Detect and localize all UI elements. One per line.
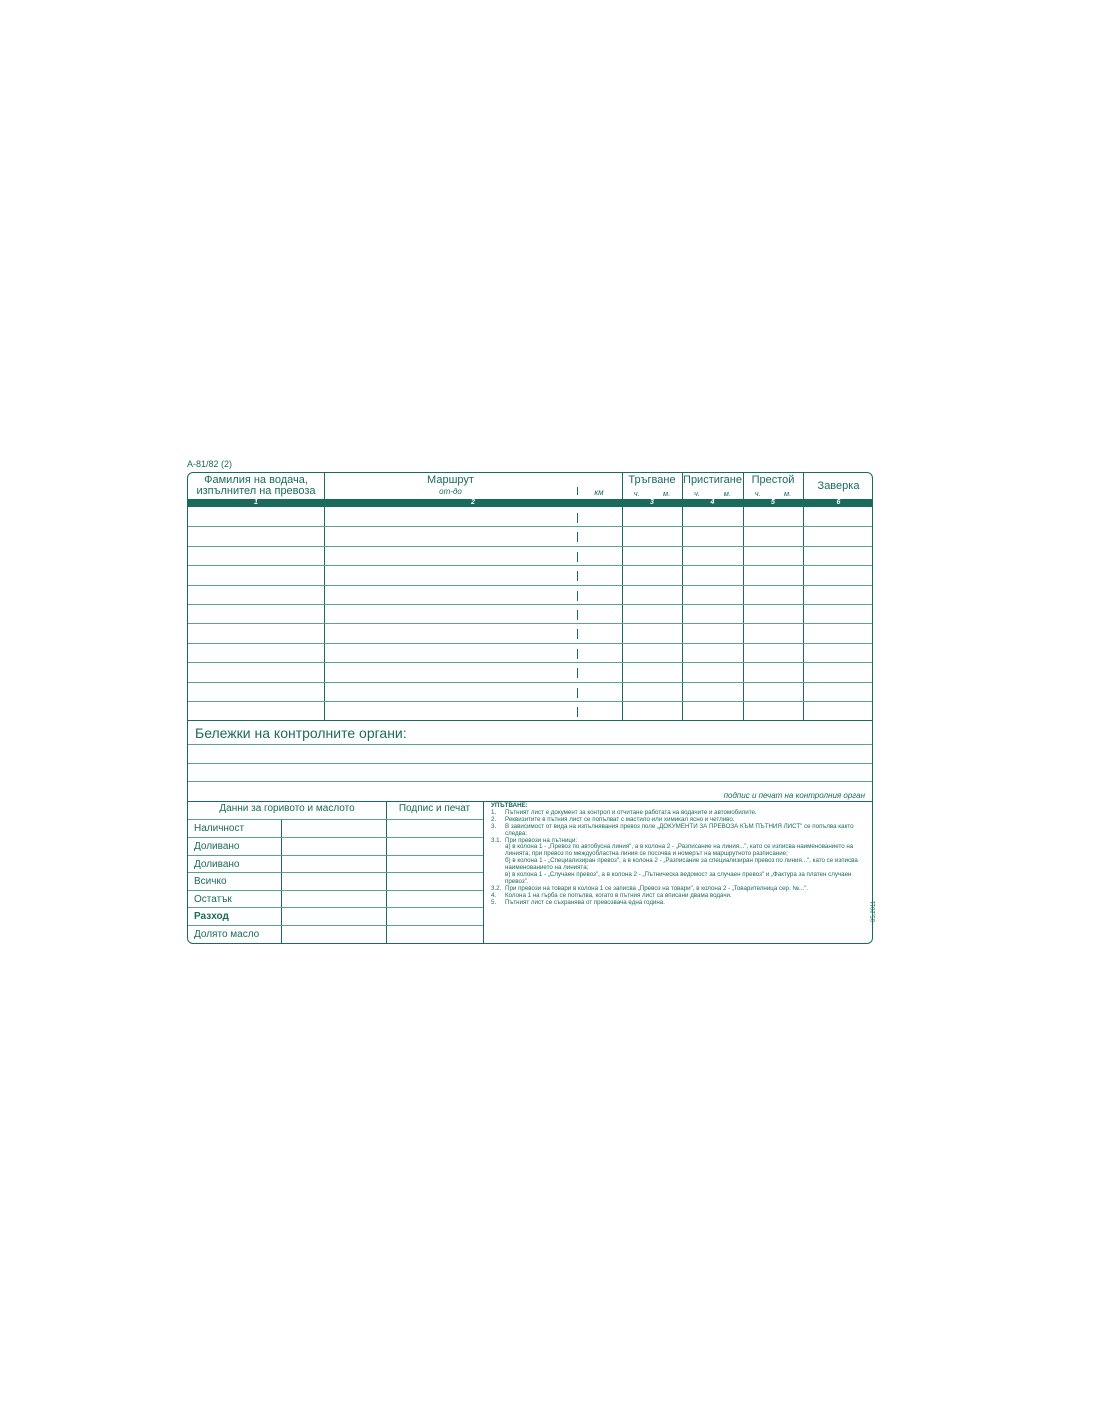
grid-divider (622, 473, 623, 720)
departure-minutes: м. (663, 489, 671, 498)
fuel-divider (483, 801, 484, 944)
fuel-title: Данни за горивото и маслото (219, 803, 355, 814)
km-tick (577, 591, 578, 601)
column-number-1: 1 (254, 499, 258, 506)
fuel-row-line (188, 837, 483, 838)
fuel-row-label: Всичко (194, 876, 227, 887)
notes-line (188, 744, 872, 745)
header-arrival-title: Пристигане (683, 474, 742, 486)
section-border (188, 801, 872, 802)
column-number-5: 5 (771, 499, 775, 506)
km-tick (577, 552, 578, 562)
table-row-line (188, 643, 872, 644)
instr-num: 3.1. (491, 836, 502, 844)
control-signature-caption: подпис и печат на контролния орган (723, 791, 865, 800)
header-route-title: Маршрут (427, 474, 474, 486)
fuel-row-line (188, 907, 483, 908)
edition-code: 05.2011 (871, 900, 877, 922)
instr-num: 2. (491, 815, 497, 823)
instructions (491, 803, 867, 907)
fuel-row-line (188, 890, 483, 891)
table-row-line (188, 604, 872, 605)
section-border (188, 720, 872, 721)
fuel-row-label: Остатък (194, 894, 232, 905)
notes-line (188, 763, 872, 764)
instr-text: Пътният лист се съхранява от превозвача една година. (505, 898, 665, 906)
header-arrival (682, 473, 743, 499)
header-driver (188, 473, 324, 499)
table-row-line (188, 662, 872, 663)
header-departure (622, 473, 682, 499)
instr-num: 4. (491, 891, 497, 899)
instr-num: 5. (491, 898, 497, 906)
instr-num: 1. (491, 808, 497, 816)
fuel-signature-title: Подпис и печат (398, 803, 471, 814)
notes-title: Бележки на контролните органи: (195, 725, 407, 741)
stay-minutes: м. (784, 489, 792, 498)
km-tick (577, 629, 578, 639)
fuel-row-label: Разход (194, 911, 229, 922)
grid-divider (803, 473, 804, 720)
instr-text: Колона 1 на гърба се попълва, когато в пътния лист са вписани двама водачи. (505, 891, 732, 899)
instr-text: При превози на пътници: (505, 836, 578, 844)
instr-text: б) в колона 1 - „Специализиран превоз", а в колона 2 - „Разписание за специализиран превоз по линия...", като се изписва наименованието на линията; (505, 857, 858, 872)
km-tick (577, 688, 578, 698)
column-number-2: 2 (471, 499, 475, 506)
instr-text: Реквизитите в пътния лист се попълват с мастило или химикал ясно и четливо. (505, 815, 735, 823)
instr-text: Пътният лист е документ за контрол и отчитане работата на водачите и автомобилите. (505, 808, 757, 816)
header-driver-line1: Фамилия на водача, (204, 474, 308, 486)
arrival-hours: ч. (693, 489, 700, 498)
instr-text: При превози на товари в колона 1 се записва „Превоз на товари", в колона 2 - „Товарителница сер. №...". (505, 884, 809, 892)
fuel-row-line (188, 925, 483, 926)
header-stay (743, 473, 803, 499)
table-row-line (188, 585, 872, 586)
km-tick (577, 707, 578, 717)
fuel-row-line (188, 855, 483, 856)
header-route (324, 473, 577, 499)
fuel-row-label: Наличност (194, 823, 245, 834)
arrival-minutes: м. (723, 489, 732, 498)
instr-num (491, 858, 505, 872)
instr-num: 3. (491, 822, 497, 830)
table-row-line (188, 701, 872, 702)
km-separator (577, 487, 578, 495)
instructions-title: УПЪТВАНЕ: (491, 802, 528, 809)
grid-divider (682, 473, 683, 720)
table-row-line (188, 682, 872, 683)
column-number-6: 6 (836, 499, 841, 506)
column-number-4: 4 (710, 499, 715, 506)
km-tick (577, 668, 578, 678)
header-km: км (594, 488, 604, 497)
header-certification: Заверка (817, 480, 860, 492)
fuel-row-label: Доливано (194, 841, 240, 852)
table-row-line (188, 623, 872, 624)
form-code: A-81/82 (2) (187, 459, 233, 469)
instr-num (491, 844, 505, 858)
table-row-line (188, 565, 872, 566)
waybill-form (187, 472, 873, 944)
instr-text: В зависимост от вида на изпълнявания превоз поле „ДОКУМЕНТИ ЗА ПРЕВОЗА КЪМ ПЪТНИЯ ЛИСТ" се попълва както следва: (505, 822, 854, 837)
header-stay-title: Престой (751, 474, 795, 486)
km-tick (577, 513, 578, 523)
km-tick (577, 571, 578, 581)
instr-text: в) в колона 1 - „Случаен превоз", а в колона 2 - „Пътническа ведомост за случаен превоз" и „Фактура за платен случаен превоз". (505, 871, 852, 885)
notes-line (188, 781, 872, 782)
instr-text: а) в колона 1 - „Превоз по автобусна линия", а в колона 2 - „Разписание на линия...", като се изписва наименованието на линията; при превоз по междуобластна линия се посочва и номерът на маршрутното разписание; (505, 843, 854, 858)
departure-hours: ч. (633, 489, 640, 498)
km-tick (577, 532, 578, 542)
instr-num: 3.2. (491, 884, 502, 892)
header-route-sub: от-до (439, 487, 462, 496)
header-departure-title: Тръгване (628, 474, 676, 486)
fuel-row-line (188, 872, 483, 873)
fuel-row-line (188, 819, 483, 820)
fuel-row-label: Доливано (194, 859, 240, 870)
instr-num (491, 872, 505, 886)
grid-divider (743, 473, 744, 720)
table-row-line (188, 526, 872, 527)
header-driver-line2: изпълнител на превоза (196, 485, 316, 497)
table-row-line (188, 546, 872, 547)
km-tick (577, 649, 578, 659)
stay-hours: ч. (754, 489, 761, 498)
column-number-3: 3 (650, 499, 654, 506)
grid-divider (324, 473, 325, 720)
fuel-row-label: Долято масло (194, 929, 260, 940)
km-tick (577, 610, 578, 620)
